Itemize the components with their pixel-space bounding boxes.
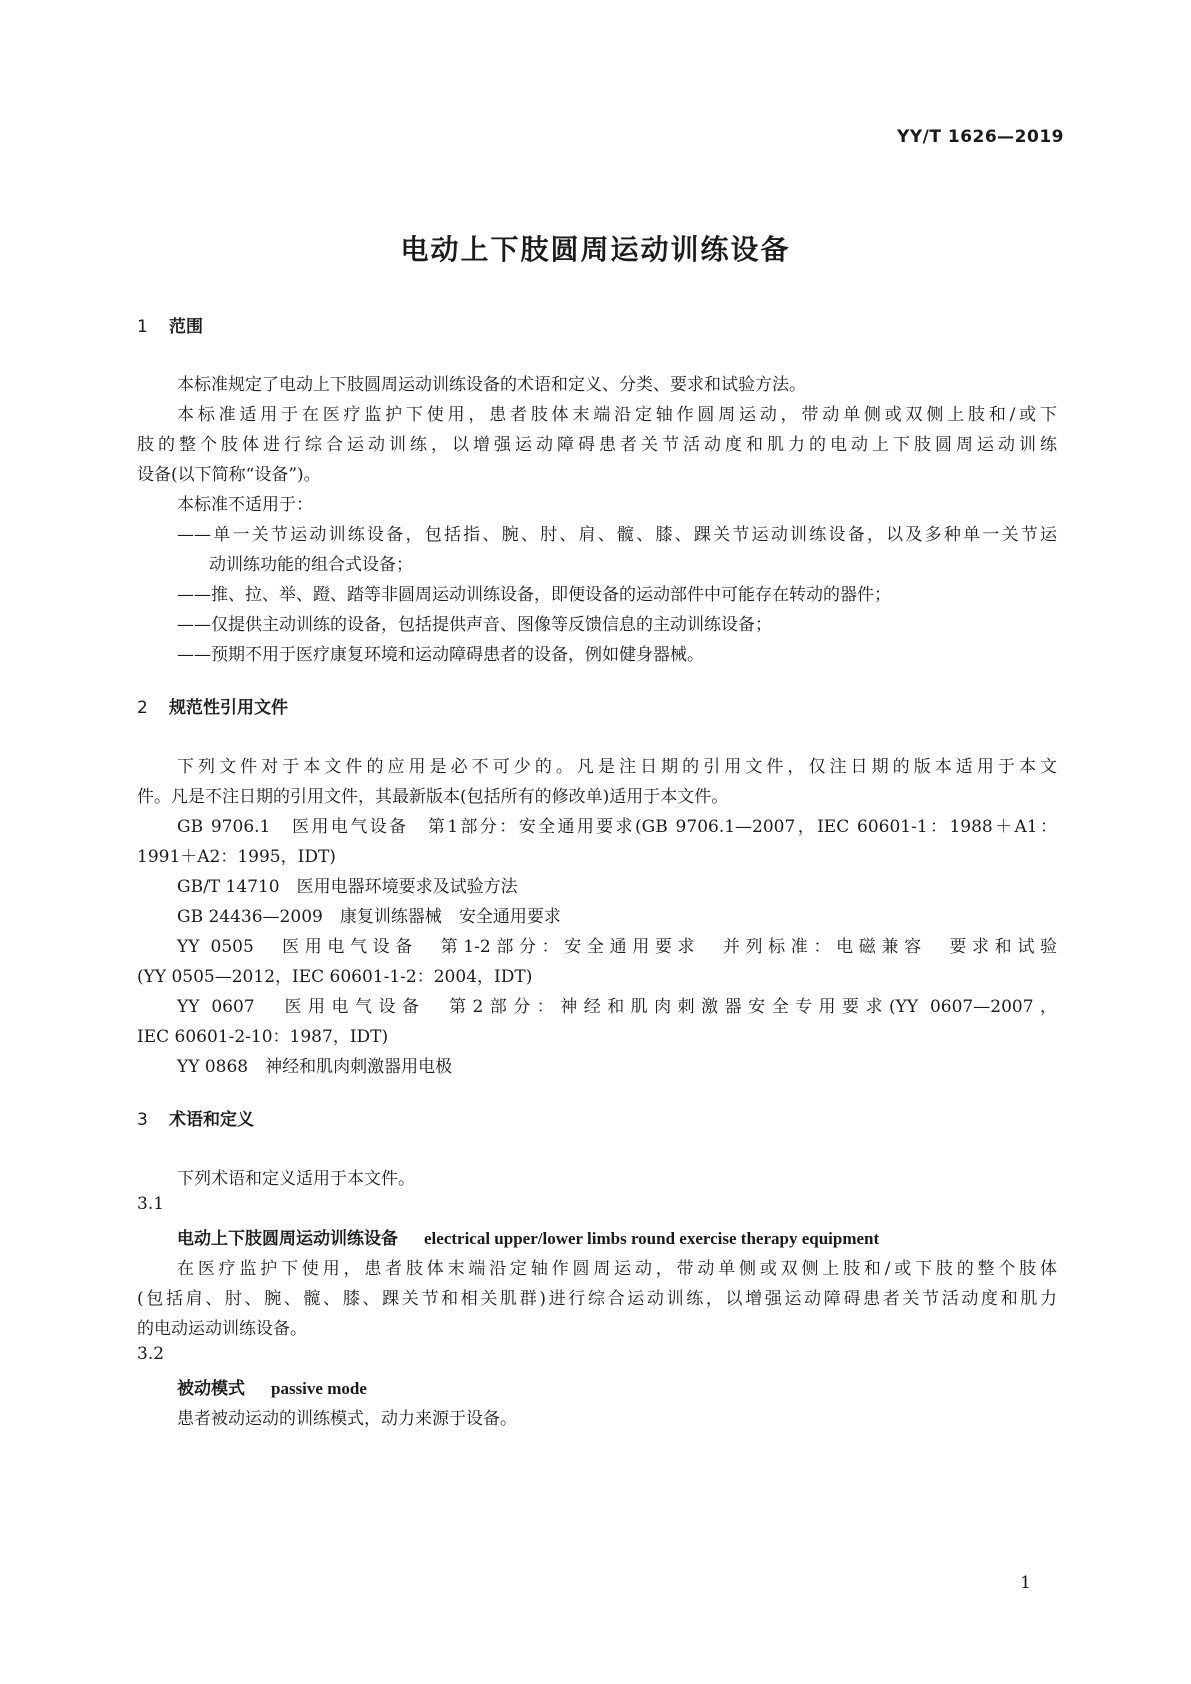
section-title: 术语和定义: [169, 1110, 254, 1130]
reference-item: GB/T 14710 医用电器环境要求及试验方法: [177, 877, 518, 897]
section-3-heading: [137, 1105, 1057, 1130]
reference-item: YY 0868 神经和肌肉刺激器用电极: [177, 1057, 453, 1077]
reference-item-continuation: 1991＋A2：1995，IDT): [137, 847, 336, 867]
paragraph-line: 下列文件对于本文件的应用是必不可少的。凡是注日期的引用文件，仅注日期的版本适用于本文: [177, 757, 1057, 777]
paragraph: 下列术语和定义适用于本文件。: [177, 1169, 415, 1189]
reference-item: YY 0607 医用电气设备 第2部分：神经和肌肉刺激器安全专用要求(YY 0607—2007，: [177, 997, 1057, 1017]
paragraph-line: 肢的整个肢体进行综合运动训练，以增强运动障碍患者关节活动度和肌力的电动上下肢圆周运动训练: [137, 435, 1057, 455]
section-1-heading: [137, 312, 1057, 337]
section-title: 范围: [169, 317, 203, 337]
term-entry: [177, 1374, 1057, 1399]
term-number: 3.1: [137, 1194, 165, 1214]
list-item: ——单一关节运动训练设备，包括指、腕、肘、肩、髋、膝、踝关节运动训练设备，以及多种单一关节运: [177, 525, 1057, 545]
section-2-heading: [137, 693, 1057, 718]
section-number: 1: [137, 317, 148, 337]
list-item: ——预期不用于医疗康复环境和运动障碍患者的设备，例如健身器械。: [177, 645, 704, 665]
paragraph-line: 本标准适用于在医疗监护下使用，患者肢体末端沿定轴作圆周运动，带动单侧或双侧上肢和/或下: [177, 405, 1057, 425]
paragraph: 本标准不适用于：: [177, 495, 313, 515]
list-item: ——仅提供主动训练的设备，包括提供声音、图像等反馈信息的主动训练设备；: [177, 615, 772, 635]
term-number: 3.2: [137, 1344, 165, 1364]
term-english: electrical upper/lower limbs round exercise therapy equipment: [424, 1229, 880, 1248]
reference-item: YY 0505 医用电气设备 第1-2部分：安全通用要求 并列标准：电磁兼容 要求和试验: [177, 937, 1057, 957]
list-item: ——推、拉、举、蹬、踏等非圆周运动训练设备，即便设备的运动部件中可能存在转动的器件；: [177, 585, 891, 605]
paragraph-line: 件。凡是不注日期的引用文件，其最新版本(包括所有的修改单)适用于本文件。: [137, 787, 729, 807]
term-entry: [177, 1224, 1057, 1249]
reference-item: GB 9706.1 医用电气设备 第1部分：安全通用要求(GB 9706.1—2007，IEC 60601-1：1988＋A1：: [177, 817, 1057, 837]
paragraph: 本标准规定了电动上下肢圆周运动训练设备的术语和定义、分类、要求和试验方法。: [177, 375, 806, 395]
definition-line: 患者被动运动的训练模式，动力来源于设备。: [177, 1409, 517, 1429]
term-chinese: 被动模式: [177, 1379, 245, 1399]
page-number: 1: [1020, 1573, 1031, 1593]
section-title: 规范性引用文件: [169, 698, 288, 718]
term-english: passive mode: [271, 1379, 367, 1398]
list-item-continuation: 动训练功能的组合式设备；: [209, 555, 413, 575]
section-number: 3: [137, 1110, 148, 1130]
reference-item-continuation: (YY 0505—2012，IEC 60601-1-2：2004，IDT): [137, 967, 533, 987]
reference-item-continuation: IEC 60601-2-10：1987，IDT): [137, 1027, 389, 1047]
definition-line: (包括肩、肘、腕、髋、膝、踝关节和相关肌群)进行综合运动训练，以增强运动障碍患者关节活动度和肌力: [137, 1289, 1057, 1309]
section-number: 2: [137, 698, 148, 718]
term-chinese: 电动上下肢圆周运动训练设备: [177, 1229, 398, 1249]
paragraph-line: 设备(以下简称“设备”)。: [137, 465, 321, 485]
definition-line: 在医疗监护下使用，患者肢体末端沿定轴作圆周运动，带动单侧或双侧上肢和/或下肢的整个肢体: [177, 1259, 1057, 1279]
reference-item: GB 24436—2009 康复训练器械 安全通用要求: [177, 907, 561, 927]
document-title: 电动上下肢圆周运动训练设备: [400, 233, 791, 266]
standard-number: YY/T 1626—2019: [897, 127, 1064, 147]
definition-line: 的电动运动训练设备。: [137, 1319, 307, 1339]
